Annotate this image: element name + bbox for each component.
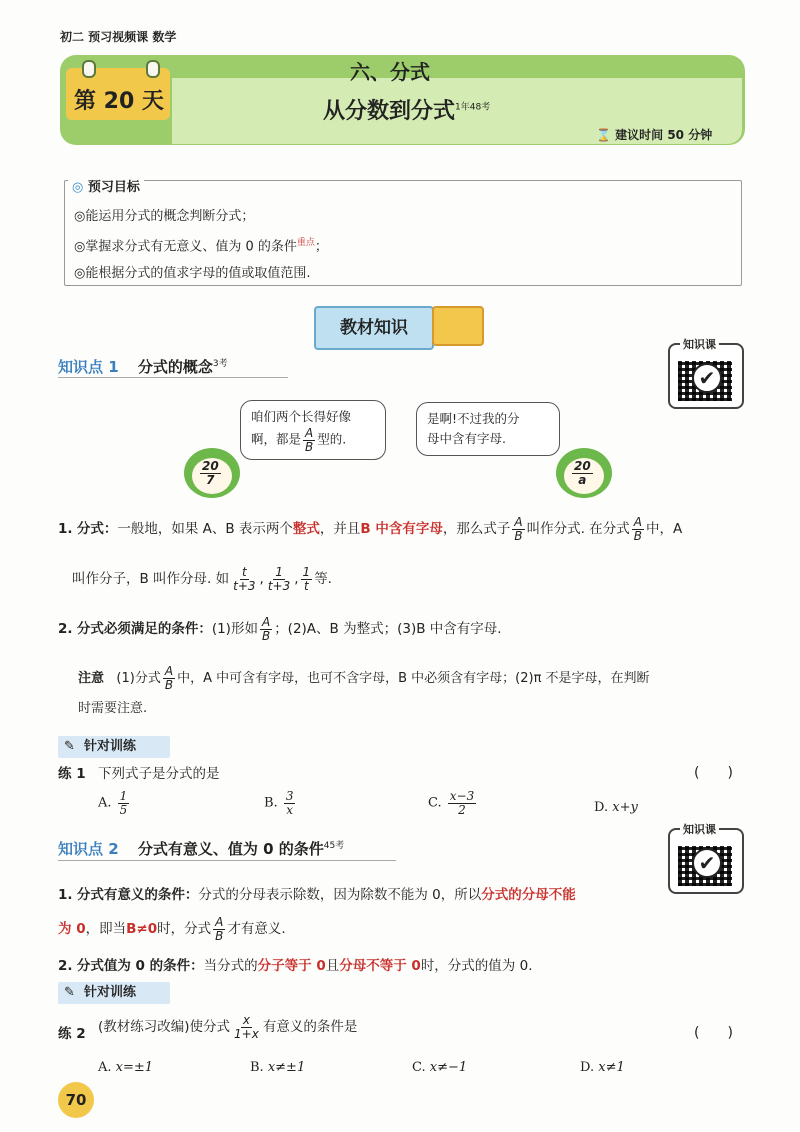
speech-bubble-right: 是啊!不过我的分 母中含有字母. [416,402,560,456]
kp1-item2: 2. 分式必须满足的条件：(1)形如 $\frac{A}{B}$ ；(2)A、B 为整式；(3)B 中含有字母. [58,615,502,643]
goal-item: ◎能根据分式的值求字母的值或取值范围. [74,266,311,282]
goals-title: ◎ 预习目标 [68,176,144,195]
ring-icon [146,60,160,78]
answer-blank[interactable]: ( ) [694,765,733,781]
goal-item: ◎掌握求分式有无意义、值为 0 的条件$^{重点}$； [74,238,328,255]
ex2-question: (教材练习改编)使分式 $\frac{x}{1+x}$ 有意义的条件是 [98,1013,358,1041]
suggested-time: ⌛ 建议时间 50 分钟 [596,128,713,142]
running-header: 初二 预习视频课 数学 [60,30,177,44]
kp2-item2: 2. 分式值为 0 的条件：当分式的分子等于 0且分母不等于 0时，分式的值为 0. [58,958,533,974]
ring-icon [82,60,96,78]
hourglass-icon: ⌛ [596,128,611,142]
pencil-icon: ✎ [64,739,75,754]
kp1-item1-line2: 叫作分子，B 叫作分母. 如 $\frac{t}{t+3}$ , $\frac{1}{t+3}$ , $\frac{1}{t}$ 等. [72,565,332,593]
option-a[interactable]: A. $\frac{1}{5}$ [98,789,128,817]
option-b[interactable]: B. $\frac{3}{x}$ [264,789,294,817]
goal-item: ◎能运用分式的概念判断分式； [74,209,255,224]
day-label: 第 20 天 [74,89,164,114]
pencil-icon: ✎ [64,985,75,1000]
book-icon [432,306,484,346]
chapter-title: 六、分式 [350,60,430,84]
option-c[interactable]: C. x≠−1 [412,1060,468,1075]
option-c[interactable]: C. $\frac{x-3}{2}$ [428,789,475,817]
check-icon: ✔ [692,848,722,878]
option-d[interactable]: D. x+y [594,800,638,815]
ex2-label: 练 2 [58,1026,86,1042]
section-badge: 教材知识 [314,306,434,350]
drill-label: ✎ 针对训练 [58,982,170,1004]
drill-label: ✎ 针对训练 [58,736,170,758]
kp2-heading: 知识点 2 分式有意义、值为 0 的条件$^{45考}$ [58,840,345,858]
kp1-note: 注意 (1)分式 $\frac{A}{B}$ 中，A 中可含有字母，也可不含字母，B 中必须含有字母；(2)π 不是字母，在判断 时需要注意. [78,664,650,716]
frog-icon: $\frac{20}{7}$ [184,448,240,498]
check-icon: ✔ [692,363,722,393]
answer-blank[interactable]: ( ) [694,1025,733,1041]
speech-bubble-left: 咱们两个长得好像 啊，都是 $\frac{A}{B}$ 型的. [240,400,386,460]
page-number: 70 [58,1082,94,1118]
lesson-title: 从分数到分式$^{1年48考}$ [323,99,491,124]
kp2-item1: 1. 分式有意义的条件：分式的分母表示除数，因为除数不能为 0，所以分式的分母不能 为 0，即当B≠0时，分式 $\frac{A}{B}$ 才有意义. [58,887,576,943]
goals-list [74,203,328,287]
ex1-question: 下列式子是分式的是 [98,766,220,782]
option-a[interactable]: A. x=±1 [98,1060,154,1075]
frog-icon: $\frac{20}{a}$ [556,448,612,498]
qr-code-icon[interactable]: 知识课 ✔ [668,828,744,894]
kp1-heading: 知识点 1 分式的概念$^{3考}$ [58,358,228,376]
option-b[interactable]: B. x≠±1 [250,1060,306,1075]
kp1-item1: 1. 分式：一般地，如果 A、B 表示两个整式，并且B 中含有字母，那么式子 $\frac{A}{B}$ 叫作分式. 在分式 $\frac{A}{B}$ 中，A [58,515,683,543]
ex1-label: 练 1 [58,766,86,782]
qr-code-icon[interactable]: 知识课 ✔ [668,343,744,409]
target-icon: ◎ [72,180,84,195]
option-d[interactable]: D. x≠1 [580,1060,625,1075]
lesson-tag: 1年48考 [455,102,491,113]
